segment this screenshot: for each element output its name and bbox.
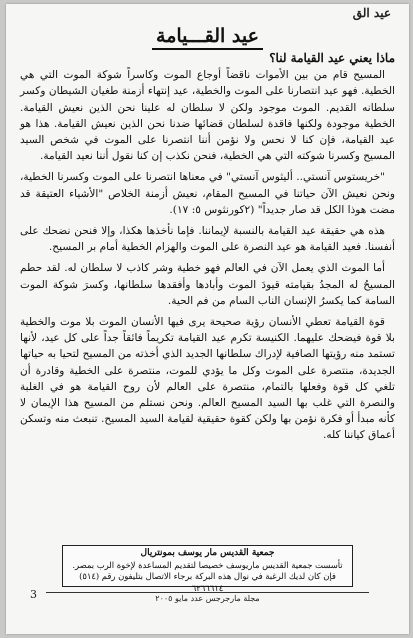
document-page — [6, 4, 409, 634]
footer-caption: مجلة مارجرجس عدد مايو ٢٠٠٥ — [155, 594, 260, 603]
paragraph-4: أما الموت الذي يعمل الآن في العالم فهو خطية وشر كاذب لا سلطان له. لقد حطم المسيحُ له المجدُ بقيامته قيودَ الموت وأبادها وأفقدها سلطانها، وكسرَ شوكة الموت السامة كما يكسرُ الإنسان الناب السام من فم الحية. — [20, 262, 395, 307]
paragraph-1: المسيح قام من بين الأموات ناقضاً أوجاع الموت وكاسراً شوكة الموت التي هي الخطية. فهو عيد انتصارنا على الموت والخطية، عيد إنتهاء أزمنة طغيان الشيطان وكسر سلطانه القديم. الموت موجود ولكن لا سلطان له علينا نحن الذين نعيش القيامة. الخطية موجودة ولكنها فاقدة لسلطان قضائها ضدنا نحن الذين نعيش القيامة. هذا هو عيد القيامة، فإن كنا لا نحس ولا نؤمن أننا انتصرنا على الموت في شخص السيد المسيح وكسرنا شوكته التي هي الخطية، فنحن نكذب إن كنا نقول أننا نعيد القيامة. — [20, 69, 395, 163]
notice-line-1: تأسست جمعية القديس ماريوسف خصيصا لتقديم المساعدة لإخوة الرب بمصر. — [72, 559, 343, 570]
article-body — [20, 50, 395, 449]
notice-line-2: فإن كان لديك الرغبة في نوال هذه البركة برجاء الاتصال بتليفون رقم (٥١٤) ٦٢٦٦٦١٤ — [79, 571, 336, 593]
notice-heading: جمعية القديس مار يوسف بمونتريال — [140, 548, 275, 558]
footer-divider — [46, 592, 369, 593]
paragraph-5: قوة القيامة تعطي الأنسان رؤية صحيحة يرى فيها الأنسان الموت بلا موت والخطية بلا قوة فيضحك عليهما. الكنيسة تكرم عيد القيامة تكريماً فائقاً جداً على كل عيد، لأنها تستمد منه رؤيتها الصافية لإدراك سلطانها الجديد الذي أخذته من المسيح لتحيا به حياتها الجديدة، منتصرة على الموت وكل ما يؤدي للموت، منتصرة على الخطية وقادرة أن تلغي كل قوة وفعلها بالتمام، منتصرة على العالم لأن روح القيامة هو في الغلبة والنصرة التي غلب بها السيد المسيح العالم. ونحن نستلم من المسيح هذا الإيمان لا كأنه مبدأ أو فكرة نؤمن بها ولكن كقوة حقيقية لقيامة السيد المسيح. تنبعث منه وتسكن أعماق كياننا كله. — [20, 316, 395, 442]
paragraph-2: "خريستوس آنستي.. أليثوس آنستي" في معناها انتصرنا على الموت وكسرنا الخطية، ونحن نعيش الآن حياتنا في المسيح المقام، نعيش أزمنة الخلاص "الأشياء العتيقة قد مضت هوذا الكل قد صار جديداً" (٢كورنثوس ٥: ١٧). — [20, 171, 395, 216]
paragraph-3: هذه هي حقيقة عيد القيامة بالنسبة لإيماننا. فإما نأخذها هكذا، وإلا فنحن نضحك على أنفسنا. فعيد القيامة هو عيد النصرة على الموت والهزام الخطية أمام بر المسيح. — [20, 225, 395, 254]
page-title: عيد القـــيامة — [152, 25, 263, 50]
title-container — [6, 25, 409, 50]
running-header-fragment: عيد الق — [352, 6, 391, 20]
notice-box — [62, 545, 353, 593]
section-subheading: ماذا يعني عيد القيامة لنا؟ — [269, 51, 395, 65]
page-number: 3 — [30, 588, 37, 601]
